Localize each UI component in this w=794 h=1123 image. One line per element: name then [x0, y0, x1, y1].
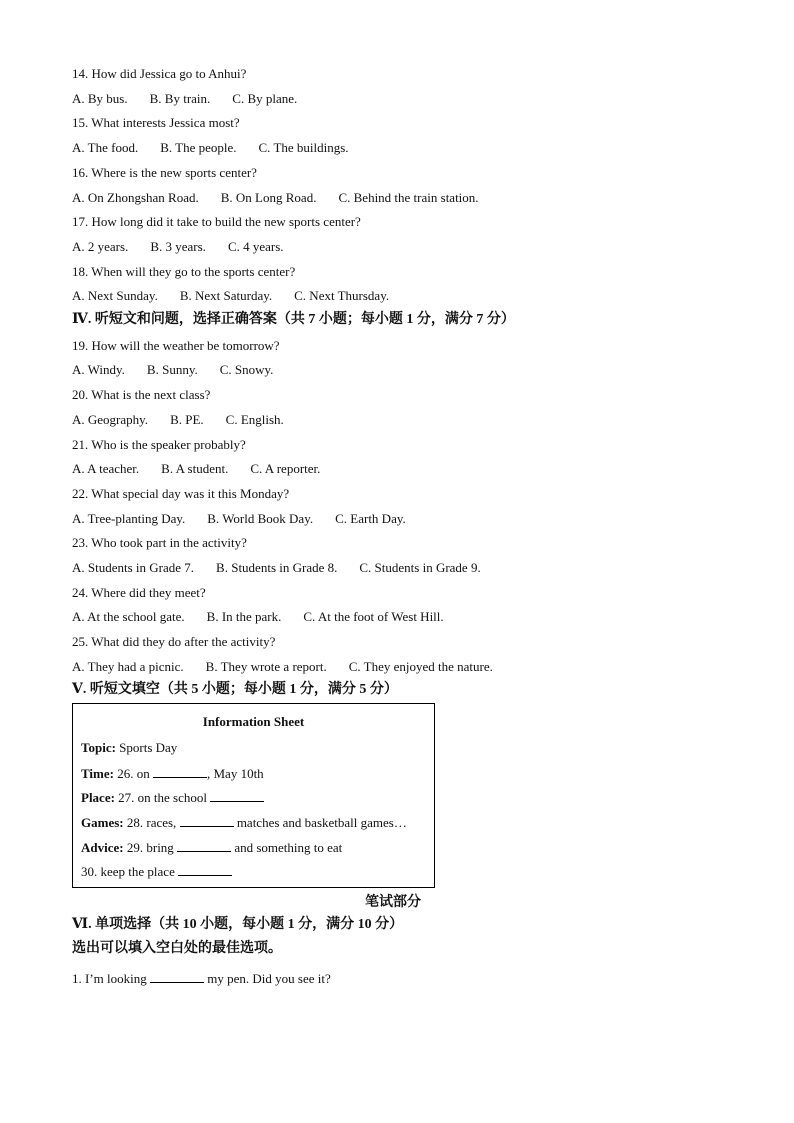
option-a: A. Tree-planting Day.	[72, 511, 186, 526]
question-25: 25. What did they do after the activity?	[72, 634, 276, 649]
option-c: C. The buildings.	[258, 140, 349, 155]
options-17	[72, 239, 306, 255]
topic-value: Sports Day	[119, 740, 178, 755]
keep-row	[81, 863, 232, 880]
advice-text: 29. bring	[126, 840, 174, 855]
option-b: B. PE.	[170, 412, 204, 427]
option-c: C. By plane.	[232, 91, 298, 106]
option-b: B. Students in Grade 8.	[216, 560, 338, 575]
options-19	[72, 362, 295, 378]
options-23	[72, 560, 503, 576]
question-24: 24. Where did they meet?	[72, 585, 206, 600]
question-20: 20. What is the next class?	[72, 387, 211, 402]
info-sheet-title: Information Sheet	[202, 714, 305, 729]
option-b: B. On Long Road.	[220, 190, 317, 205]
answer-blank-28[interactable]	[180, 814, 234, 827]
question-1-text-after: my pen. Did you see it?	[207, 971, 331, 986]
answer-blank-1[interactable]	[150, 970, 204, 983]
options-20	[72, 412, 306, 428]
option-a: A. The food.	[72, 140, 139, 155]
option-b: B. By train.	[149, 91, 211, 106]
options-18	[72, 288, 411, 304]
keep-text: 30. keep the place	[81, 864, 175, 879]
question-14: 14. How did Jessica go to Anhui?	[72, 66, 247, 81]
question-15: 15. What interests Jessica most?	[72, 115, 240, 130]
options-25	[72, 659, 515, 675]
option-b: B. A student.	[161, 461, 229, 476]
question-21: 21. Who is the speaker probably?	[72, 437, 246, 452]
games-label: Games:	[81, 815, 124, 830]
option-c: C. Earth Day.	[335, 511, 406, 526]
question-18: 18. When will they go to the sports center?	[72, 264, 296, 279]
option-c: C. Snowy.	[219, 362, 274, 377]
option-a: A. A teacher.	[72, 461, 140, 476]
option-a: A. Windy.	[72, 362, 125, 377]
options-15	[72, 140, 371, 156]
topic-label: Topic:	[81, 740, 116, 755]
games-row	[81, 814, 407, 831]
option-a: A. 2 years.	[72, 239, 129, 254]
place-label: Place:	[81, 790, 115, 805]
answer-blank-27[interactable]	[210, 789, 264, 802]
option-a: A. On Zhongshan Road.	[72, 190, 199, 205]
answer-blank-29[interactable]	[177, 839, 231, 852]
option-c: C. 4 years.	[227, 239, 284, 254]
time-text-after: , May 10th	[206, 766, 264, 781]
advice-label: Advice:	[81, 840, 124, 855]
advice-row	[81, 839, 342, 856]
question-22: 22. What special day was it this Monday?	[72, 486, 290, 501]
options-24	[72, 609, 466, 625]
section-6-instruction: 选出可以填入空白处的最佳选项。	[72, 941, 282, 956]
option-b: B. Next Saturday.	[179, 288, 273, 303]
options-16	[72, 190, 501, 206]
option-b: B. The people.	[160, 140, 237, 155]
time-label: Time:	[81, 766, 114, 781]
option-b: B. In the park.	[206, 609, 282, 624]
option-c: C. Next Thursday.	[294, 288, 390, 303]
option-a: A. At the school gate.	[72, 609, 185, 624]
option-a: A. Geography.	[72, 412, 149, 427]
option-a: A. They had a picnic.	[72, 659, 184, 674]
information-sheet	[72, 703, 435, 888]
options-21	[72, 461, 342, 477]
option-b: B. 3 years.	[150, 239, 206, 254]
option-b: B. World Book Day.	[207, 511, 314, 526]
answer-blank-26[interactable]	[153, 765, 207, 778]
written-part-label: 笔试部分	[365, 895, 421, 910]
option-c: C. Students in Grade 9.	[359, 560, 481, 575]
topic-row	[81, 740, 177, 756]
option-b: B. Sunny.	[146, 362, 198, 377]
games-text: 28. races,	[126, 815, 177, 830]
section-5-heading: Ⅴ. 听短文填空（共 5 小题；每小题 1 分，满分 5 分）	[72, 682, 398, 697]
section-4-heading: Ⅳ. 听短文和问题，选择正确答案（共 7 小题；每小题 1 分，满分 7 分）	[72, 312, 515, 327]
question-16: 16. Where is the new sports center?	[72, 165, 257, 180]
option-a: A. Students in Grade 7.	[72, 560, 195, 575]
option-c: C. A reporter.	[250, 461, 321, 476]
time-row	[81, 765, 264, 782]
answer-blank-30[interactable]	[178, 863, 232, 876]
option-c: C. They enjoyed the nature.	[348, 659, 493, 674]
place-row	[81, 789, 264, 806]
option-c: C. At the foot of West Hill.	[303, 609, 444, 624]
option-a: A. Next Sunday.	[72, 288, 158, 303]
place-text: 27. on the school	[118, 790, 207, 805]
question-1	[72, 970, 331, 987]
question-1-text: 1. I’m looking	[72, 971, 147, 986]
option-a: A. By bus.	[72, 91, 128, 106]
option-b: B. They wrote a report.	[205, 659, 327, 674]
advice-text-after: and something to eat	[234, 840, 343, 855]
time-text: 26. on	[117, 766, 150, 781]
options-14	[72, 91, 319, 107]
option-c: C. English.	[225, 412, 284, 427]
option-c: C. Behind the train station.	[338, 190, 479, 205]
question-23: 23. Who took part in the activity?	[72, 535, 247, 550]
games-text-after: matches and basketball games…	[236, 815, 407, 830]
section-6-heading: Ⅵ. 单项选择（共 10 小题，每小题 1 分，满分 10 分）	[72, 917, 404, 932]
question-19: 19. How will the weather be tomorrow?	[72, 338, 280, 353]
question-17: 17. How long did it take to build the new sports center?	[72, 214, 361, 229]
options-22	[72, 511, 428, 527]
